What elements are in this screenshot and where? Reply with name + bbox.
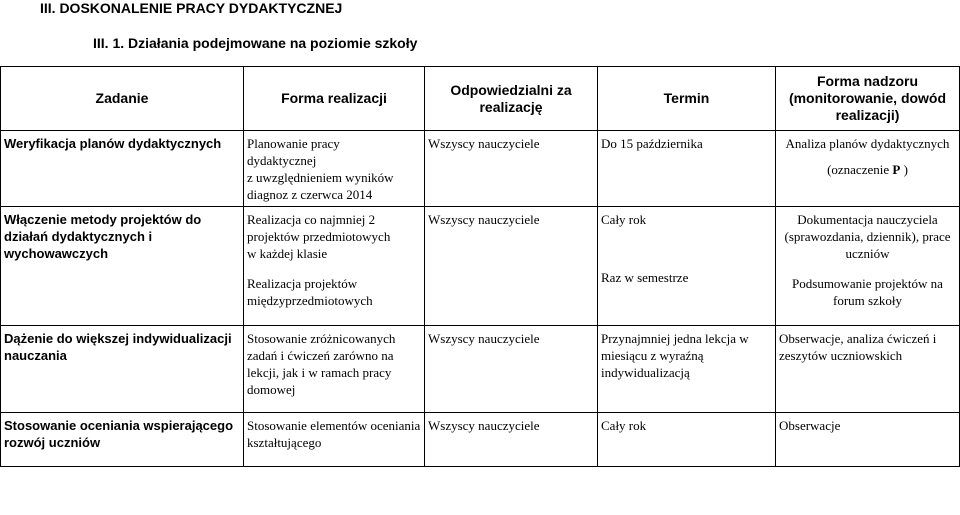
table-header-row [1,67,960,131]
row2-deadline-text-2: Raz w semestrze [601,270,689,285]
row1-supervision-text: Analiza planów dydaktycznych [785,136,950,151]
row3-responsible: Wszyscy nauczyciele [425,326,598,413]
row3-deadline: Przynajmniej jedna lekcja w miesiącu z wyraźną indywidualizacją [598,326,776,413]
row1-supervision-mark: (oznaczenie P ) [827,162,908,177]
table-row [1,131,960,207]
header-responsible: Odpowiedzialni za realizację [425,67,598,131]
activities-table [0,66,960,467]
row4-responsible: Wszyscy nauczyciele [425,413,598,467]
header-form: Forma realizacji [244,67,425,131]
row2-task: Włączenie metody projektów do działań dydaktycznych i wychowawczych [1,207,244,326]
row2-form-text: Realizacja co najmniej 2 projektów przedmiotowych w każdej klasie [247,212,391,261]
row3-task: Dążenie do większej indywidualizacji nauczania [1,326,244,413]
row1-deadline: Do 15 października [598,131,776,207]
row1-responsible: Wszyscy nauczyciele [425,131,598,207]
row4-deadline: Cały rok [598,413,776,467]
row2-supervision-text: Dokumentacja nauczyciela (sprawozdania, dziennik), prace uczniów [784,212,951,261]
row2-responsible: Wszyscy nauczyciele [425,207,598,326]
row1-supervision [776,131,960,207]
header-task: Zadanie [1,67,244,131]
row2-deadline-text: Cały rok [601,212,647,227]
subsection-heading: III. 1. Działania podejmowane na poziomie szkoły [93,35,418,51]
table-row [1,413,960,467]
row4-form: Stosowanie elementów oceniania kształtującego [244,413,425,467]
row2-supervision [776,207,960,326]
row2-form [244,207,425,326]
row4-task: Stosowanie oceniania wspierającego rozwój uczniów [1,413,244,467]
header-supervision: Forma nadzoru (monitorowanie, dowód realizacji) [776,67,960,131]
row1-task: Weryfikacja planów dydaktycznych [1,131,244,207]
table-row [1,326,960,413]
section-heading: III. DOSKONALENIE PRACY DYDAKTYCZNEJ [40,0,343,16]
row2-supervision-text-2: Podsumowanie projektów na forum szkoły [792,276,943,308]
row1-form [244,131,425,207]
row2-form-text-2: Realizacja projektów międzyprzedmiotowych [247,276,373,308]
row3-supervision: Obserwacje, analiza ćwiczeń i zeszytów uczniowskich [776,326,960,413]
row1-form-text-2: z uwzględnieniem wyników diagnoz z czerwca 2014 [247,170,394,202]
row3-form: Stosowanie zróżnicowanych zadań i ćwiczeń zarówno na lekcji, jak i w ramach pracy domowej [244,326,425,413]
header-deadline: Termin [598,67,776,131]
row1-form-text: Planowanie pracy dydaktycznej [247,136,340,168]
row2-deadline [598,207,776,326]
table-row [1,207,960,326]
row4-supervision: Obserwacje [776,413,960,467]
